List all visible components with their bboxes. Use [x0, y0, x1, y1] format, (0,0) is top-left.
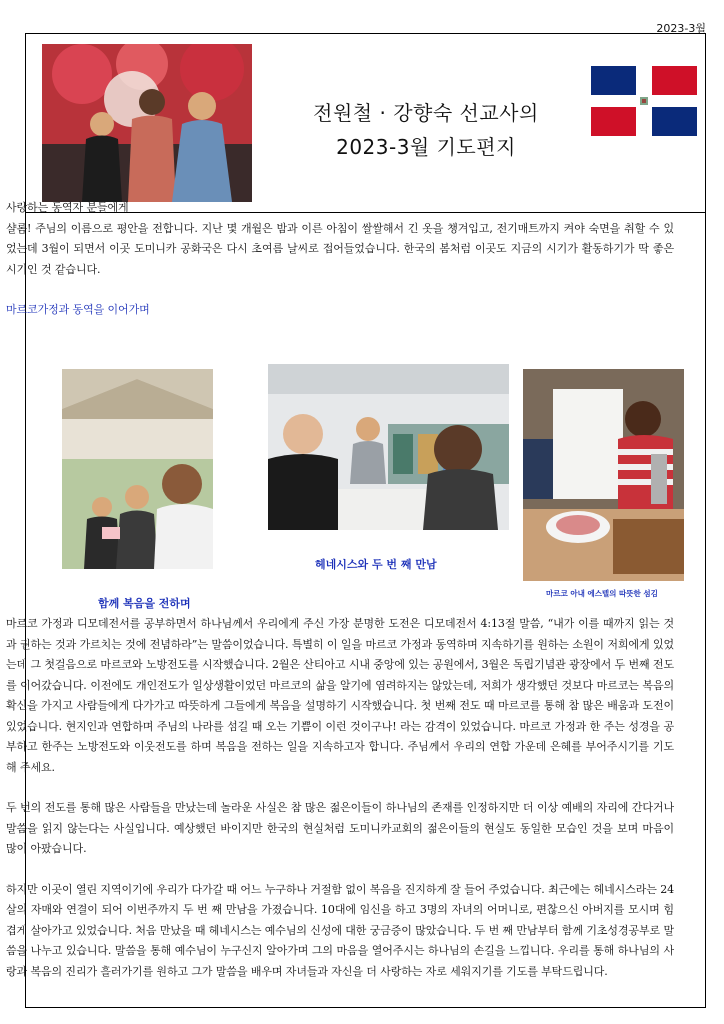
caption-photo2: 헤네시스와 두 번 째 만남	[315, 558, 437, 571]
intro-paragraph: 샬롬! 주님의 이름으로 평안을 전합니다. 지난 몇 개월은 밤과 이른 아침이 쌀쌀해서 긴 옷을 챙겨입고, 전기매트까지 켜야 숙면을 취할 수 있었는데 3월이 되면서 이곳 도미니카 공화국은 다시 초여름 날씨로 접어들었습니다. 한국의 봄처럼 이곳도 지금의 시기가 활동하기가 딱 좋은 시기인 것 같습니다.	[6, 221, 674, 276]
section-heading: 마르코가정과 동역을 이어가며	[6, 303, 150, 316]
paragraph-1: 마르코 가정과 디모데전서를 공부하면서 하나님께서 우리에게 주신 가장 분명한 도전은 디모데전서 4:13절 말씀, “내가 이를 때까지 읽는 것과 권하는 것과 가르치는 것에 전념하라”는 말씀이었습니다. 특별히 이 일을 마르코 가정과 동역하며 지속하기를 원하는 소원이 저희에게 있었는데 그 첫걸음으로 마르코와 노방전도를 시작했습니다. 2월은 산티아고 시내 중앙에 있는 공원에서, 3월은 독립기념관 광장에서 두 번째 전도를 이어갔습니다. 이전에도 개인전도가 일상생활이었던 마르코의 삶을 알기에 염려하지는 않았는데, 저희가 생각했던 것보다 마르코는 복음의 확신을 가지고 사람들에게 다가가고 따뜻하게 그들에게 복음을 설명하기 시작했습니다. 첫 번째 전도 때 마르코를 통해 참 많은 배움과 도전이 있었습니다. 현지인과 연합하며 주님의 나라를 섬길 때 오는 기쁨이 이런 것이구나! 라는 감격이 있었습니다. 마르코 가정과 한 주는 성경을 공부하고 한주는 노방전도와 이웃전도를 하며 복음을 전하는 일을 지속하고자 합니다. 주님께서 우리의 연합 가운데 은혜를 부어주시기를 기도해 주세요.	[6, 617, 674, 774]
page-number: 2023-3월	[656, 22, 706, 35]
title-line-1: 전원철 · 강향숙 선교사의	[313, 101, 539, 125]
greeting: 사랑하는 동역자 분들에게	[6, 201, 129, 214]
photo-evangelism	[62, 369, 213, 569]
title-line-2: 2023-3월 기도편지	[336, 135, 516, 159]
letter-header	[26, 34, 705, 213]
header-photo	[42, 44, 252, 202]
main-text	[6, 614, 674, 982]
caption-photo1: 함께 복음을 전하며	[98, 597, 191, 610]
letter-body	[6, 198, 674, 321]
flag-icon	[591, 66, 697, 136]
photo-estel	[523, 369, 684, 581]
letter-title	[276, 96, 576, 164]
caption-photo3: 마르코 아내 에스텔의 따뜻한 섬김	[546, 589, 658, 598]
photo-henesis	[268, 364, 509, 530]
paragraph-2: 두 번의 전도를 통해 많은 사람들을 만났는데 놀라운 사실은 참 많은 젊은이들이 하나님의 존재를 인정하지만 더 이상 예배의 자리에 간다거나 말씀을 읽지 않는다는 사실입니다. 예상했던 바이지만 한국의 현실처럼 도미니카교회의 젊은이들의 현실도 동일한 모습인 것을 보며 마음이 많이 아팠습니다.	[6, 801, 674, 855]
paragraph-3: 하지만 이곳이 열린 지역이기에 우리가 다가갈 때 어느 누구하나 거절함 없이 복음을 진지하게 잘 들어 주었습니다. 최근에는 헤네시스라는 24살의 자매와 연결이 되어 이번주까지 두 번 째 만남을 가졌습니다. 10대에 임신을 하고 3명의 자녀의 어머니로, 편찮으신 아버지를 모시며 힘겹게 살아가고 있었습니다. 처음 만났을 때 헤네시스는 예수님의 신성에 대한 궁금증이 많았습니다. 두 번 째 만남부터 함께 기초성경공부로 말씀을 나누고 있습니다. 말씀을 통해 예수님이 누구신지 알아가며 그의 마음을 열어주시는 하나님의 손길을 느낍니다. 우리를 통해 하나님의 사랑과 복음의 진리가 흘러가기를 원하고 그가 말씀을 배우며 자녀들과 자신을 더 사랑하는 자로 세워지기를 기도를 부탁드립니다.	[6, 882, 674, 978]
